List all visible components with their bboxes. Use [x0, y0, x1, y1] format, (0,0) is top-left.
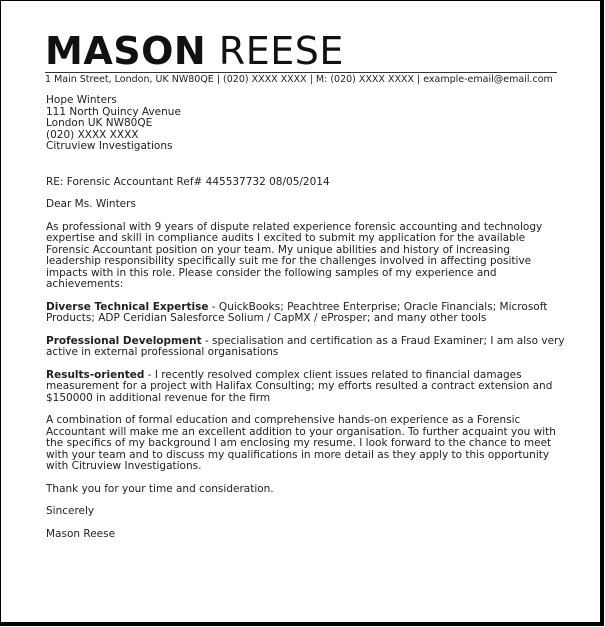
- letter-body: [46, 95, 566, 540]
- highlight-technical: [46, 302, 566, 325]
- sender-first-name: MASON: [45, 29, 207, 73]
- salutation: Dear Ms. Winters: [46, 198, 136, 210]
- closing-paragraph: A combination of formal education and comprehensive hands-on experience as a Forensic Accountant will make me an excellent addition to your organisation. To further acquaint you with the specifics of my background I am enclosing my resume. I look forward to the chance to meet with your team and to discuss my qualifications in more detail as they apply to this opportunity with Citruview Investigations.: [46, 414, 556, 472]
- recipient-name: Hope Winters: [46, 94, 117, 106]
- intro-paragraph: As professional with 9 years of dispute related experience forensic accounting and technology expertise and skill in compliance audits I excited to submit my application for the available Forensic Accountant position on your team. My unique abilities and history of increasing leadership responsibility specifically suit me for the challenges involved in affecting positive impacts with in this role. Please consider the following samples of my experience and achievements:: [46, 220, 543, 290]
- highlight-text: - I recently resolved complex client issues related to financial damages measurement for a project with Halifax Consulting; my efforts resulted a contract extension and $150000 in additional revenue for the firm: [46, 368, 553, 404]
- re-line: RE: Forensic Accountant Ref# 445537732 08/05/2014: [46, 175, 330, 188]
- highlight-label: Diverse Technical Expertise: [46, 300, 209, 313]
- highlight-text: - specialisation and certification as a Fraud Examiner; I am also very active in external professional organisations: [46, 334, 565, 358]
- sender-contact-line: 1 Main Street, London, UK NW80QE | (020) XXXX XXXX | M: (020) XXXX XXXX | example-email@email.com: [45, 72, 557, 86]
- highlight-results: [46, 370, 566, 405]
- recipient-city: London UK NW80QE: [46, 117, 153, 129]
- recipient-company: Citruview Investigations: [46, 140, 173, 152]
- recipient-phone: (020) XXXX XXXX: [46, 128, 139, 141]
- highlight-label: Professional Development: [46, 334, 202, 347]
- highlight-development: [46, 336, 566, 359]
- highlight-label: Results-oriented: [46, 368, 145, 381]
- sender-last-name: REESE: [218, 29, 344, 73]
- sender-name: [45, 29, 344, 73]
- sign-off: Sincerely: [46, 505, 95, 517]
- signature: Mason Reese: [46, 527, 116, 540]
- highlight-text: - QuickBooks; Peachtree Enterprise; Oracle Financials; Microsoft Products; ADP Ceridian Salesforce Solium / CapMX / eProsper; and many other tools: [46, 300, 548, 324]
- recipient-address: [46, 95, 566, 153]
- thanks-line: Thank you for your time and consideration.: [46, 482, 274, 495]
- recipient-street: 111 North Quincy Avenue: [46, 105, 181, 118]
